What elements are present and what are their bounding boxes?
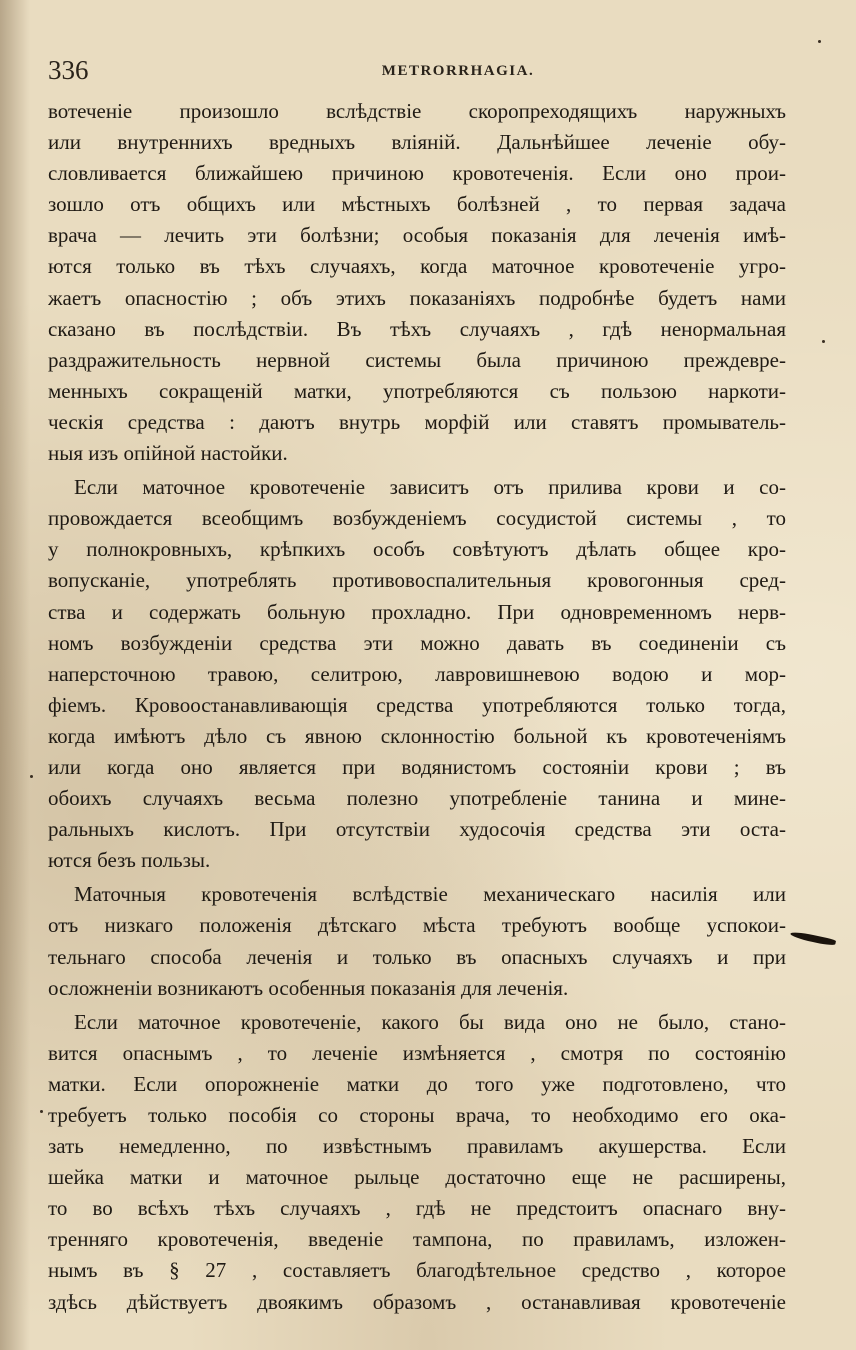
ink-speck — [822, 340, 825, 343]
text-line: шейка матки и маточное рыльце достаточно еще не расширены, — [48, 1165, 786, 1190]
text-line: вотеченіе произошло вслѣдствіе скоропреходящихъ наружныхъ — [48, 99, 786, 123]
text-line: тельнаго способа леченія и только въ опасныхъ случаяхъ и при — [48, 944, 786, 969]
text-line: ческія средства : даютъ внутрь морфій или ставятъ промыватель- — [48, 409, 786, 434]
text-line: ются только въ тѣхъ случаяхъ, когда маточное кровотеченіе угро- — [48, 254, 786, 279]
running-head: METRORRHAGIA. — [381, 63, 535, 79]
text-line: требуетъ только пособія со стороны врача, то необходимо его ока- — [48, 1103, 786, 1127]
text-line: нымъ въ § 27 , составляетъ благодѣтельное средство , которое — [48, 1258, 786, 1283]
text-line: наперсточною травою, селитрою, лавровишневою водою и мор- — [48, 661, 786, 686]
page-header — [48, 52, 788, 88]
text-line: зать немедленно, по извѣстнымъ правиламъ акушерства. Если — [48, 1134, 786, 1159]
text-line: Если маточное кровотеченіе, какого бы вида оно не было, стано- — [74, 1009, 786, 1034]
text-line: обоихъ случаяхъ весьма полезно употребленіе танина и мине- — [48, 786, 786, 811]
text-line: вопусканіе, употреблять противовоспалительныя кровогонныя сред- — [48, 568, 786, 593]
page-number: 336 — [48, 55, 89, 85]
text-line: раздражительность нервной системы была причиною преждевре- — [48, 347, 786, 372]
text-line: когда имѣютъ дѣло съ явною склонностію больной къ кровотеченіямъ — [48, 723, 786, 748]
text-line: зошло отъ общихъ или мѣстныхъ болѣзней , то первая задача — [48, 192, 786, 217]
text-line: ются безъ пользы. — [48, 848, 211, 873]
text-line: вится опаснымъ , то леченіе измѣняется , смотря по состоянію — [48, 1040, 786, 1065]
ink-speck — [40, 1110, 43, 1113]
text-line: Если маточное кровотеченіе зависитъ отъ прилива крови и со- — [74, 475, 786, 500]
text-line: ства и содержать больную прохладно. При одновременномъ нерв- — [48, 599, 786, 624]
text-line: осложненіи возникаютъ особенныя показанія для леченія. — [48, 975, 569, 1000]
text-line: фіемъ. Кровоостанавливающія средства употребляются только тогда, — [48, 692, 786, 717]
text-line: провождается всеобщимъ возбужденіемъ сосудистой системы , то — [48, 506, 786, 531]
text-line: словливается ближайшею причиною кровотеченія. Если оно прои- — [48, 161, 786, 186]
text-line: ныя изъ опійной настойки. — [48, 441, 288, 466]
body-text — [48, 96, 786, 1318]
ink-speck — [818, 40, 821, 43]
paragraph — [48, 1007, 786, 1318]
text-line: отъ низкаго положенія дѣтскаго мѣста требуютъ вообще успокои- — [48, 913, 786, 938]
text-line: здѣсь дѣйствуетъ двоякимъ образомъ , останавливая кровотеченіе — [48, 1289, 786, 1314]
text-line: матки. Если опорожненіе матки до того уже подготовлено, что — [48, 1071, 786, 1096]
paragraph — [48, 472, 786, 876]
text-line: номъ возбужденіи средства эти можно давать въ соединеніи съ — [48, 630, 786, 655]
text-line: ральныхъ кислотъ. При отсутствіи худосочія средства эти оста- — [48, 817, 786, 842]
text-line: то во всѣхъ тѣхъ случаяхъ , гдѣ не предстоитъ опаснаго вну- — [48, 1196, 786, 1221]
page-edge-shadow — [0, 0, 30, 1350]
ink-speck — [30, 775, 33, 778]
text-line: жаетъ опасностію ; объ этихъ показаніяхъ подробнѣе будетъ нами — [48, 285, 786, 310]
text-line: сказано въ послѣдствіи. Въ тѣхъ случаяхъ , гдѣ ненормальная — [48, 316, 786, 341]
paragraph — [48, 96, 786, 469]
text-line: или внутреннихъ вредныхъ вліяній. Дальнѣйшее леченіе обу- — [48, 130, 786, 155]
ink-mark — [790, 930, 836, 946]
text-line: менныхъ сокращеній матки, употребляются съ пользою наркоти- — [48, 378, 786, 403]
text-line: или когда оно является при водянистомъ состояніи крови ; въ — [48, 754, 786, 779]
text-line: Маточныя кровотеченія вслѣдствіе механическаго насилія или — [74, 882, 786, 907]
text-line: у полнокровныхъ, крѣпкихъ особъ совѣтуютъ дѣлать общее кро- — [48, 537, 786, 562]
text-line: врача — лечить эти болѣзни; особыя показанія для леченія имѣ- — [48, 223, 786, 248]
paragraph — [48, 879, 786, 1003]
text-line: тренняго кровотеченія, введеніе тампона, по правиламъ, изложен- — [48, 1227, 786, 1252]
